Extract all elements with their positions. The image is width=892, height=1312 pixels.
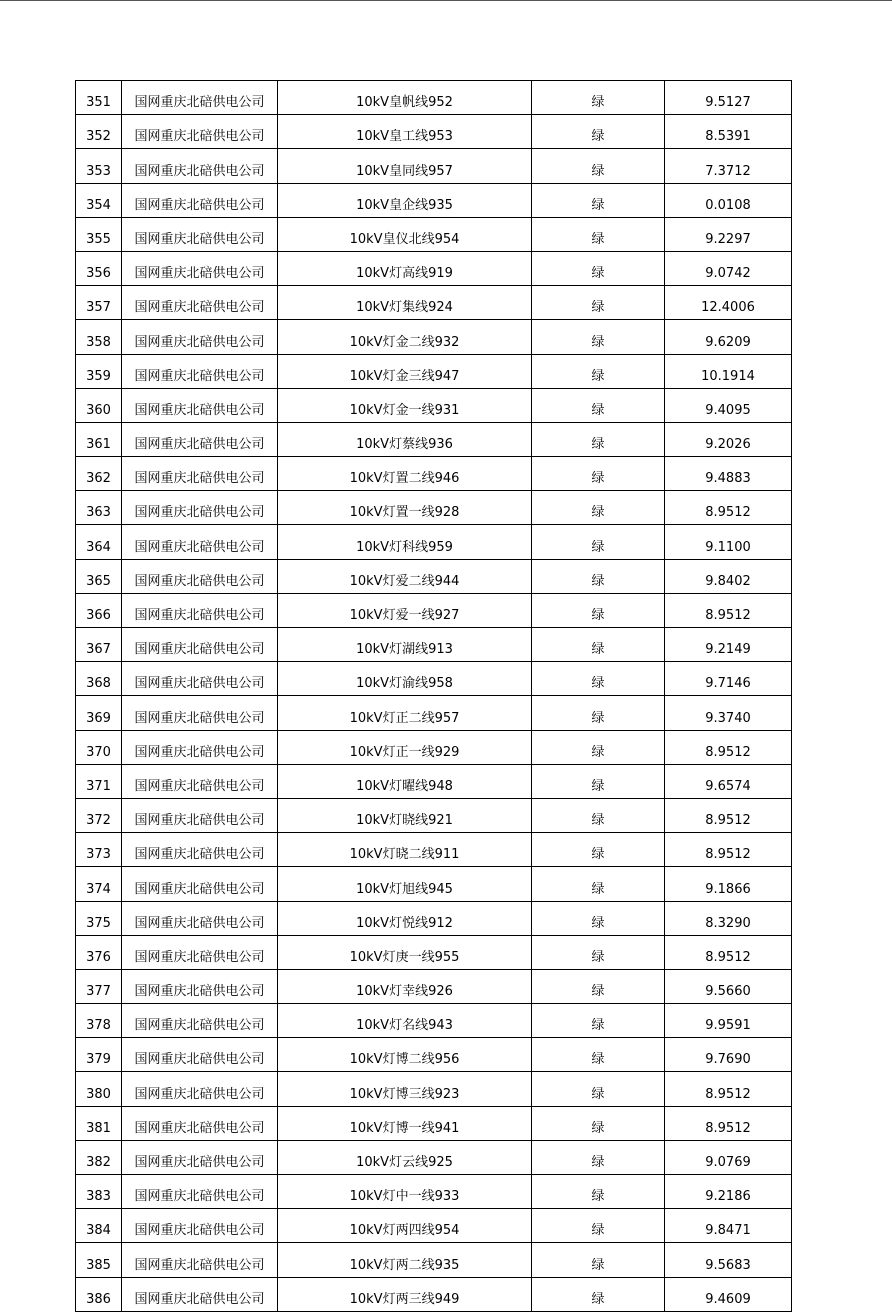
line-name-cell: 10kV灯湖线913 bbox=[278, 628, 532, 662]
value-cell: 9.2026 bbox=[665, 422, 792, 456]
company-cell: 国网重庆北碚供电公司 bbox=[122, 491, 278, 525]
page-top-rule bbox=[0, 0, 892, 1]
status-color-cell: 绿 bbox=[532, 115, 665, 149]
row-index-cell: 371 bbox=[76, 764, 122, 798]
table-row bbox=[76, 764, 792, 798]
company-cell: 国网重庆北碚供电公司 bbox=[122, 354, 278, 388]
line-name-cell: 10kV灯科线959 bbox=[278, 525, 532, 559]
status-color-cell: 绿 bbox=[532, 354, 665, 388]
value-cell: 10.1914 bbox=[665, 354, 792, 388]
value-cell: 9.4095 bbox=[665, 388, 792, 422]
row-index-cell: 386 bbox=[76, 1277, 122, 1311]
table-row bbox=[76, 320, 792, 354]
value-cell: 8.9512 bbox=[665, 1106, 792, 1140]
row-index-cell: 374 bbox=[76, 867, 122, 901]
row-index-cell: 359 bbox=[76, 354, 122, 388]
value-cell: 8.9512 bbox=[665, 1072, 792, 1106]
row-index-cell: 357 bbox=[76, 286, 122, 320]
line-name-cell: 10kV灯博一线941 bbox=[278, 1106, 532, 1140]
table-row bbox=[76, 457, 792, 491]
company-cell: 国网重庆北碚供电公司 bbox=[122, 115, 278, 149]
table-row bbox=[76, 1038, 792, 1072]
row-index-cell: 381 bbox=[76, 1106, 122, 1140]
company-cell: 国网重庆北碚供电公司 bbox=[122, 1140, 278, 1174]
value-cell: 9.4609 bbox=[665, 1277, 792, 1311]
table-row bbox=[76, 183, 792, 217]
line-name-cell: 10kV灯晓线921 bbox=[278, 798, 532, 832]
value-cell: 9.8471 bbox=[665, 1209, 792, 1243]
row-index-cell: 378 bbox=[76, 1004, 122, 1038]
table-row bbox=[76, 1277, 792, 1311]
line-name-cell: 10kV皇工线953 bbox=[278, 115, 532, 149]
line-name-cell: 10kV灯置一线928 bbox=[278, 491, 532, 525]
company-cell: 国网重庆北碚供电公司 bbox=[122, 1277, 278, 1311]
table-row bbox=[76, 217, 792, 251]
status-color-cell: 绿 bbox=[532, 422, 665, 456]
table-row bbox=[76, 1072, 792, 1106]
row-index-cell: 376 bbox=[76, 935, 122, 969]
status-color-cell: 绿 bbox=[532, 457, 665, 491]
data-table bbox=[75, 80, 792, 1312]
table-row bbox=[76, 115, 792, 149]
row-index-cell: 351 bbox=[76, 81, 122, 115]
table-row bbox=[76, 422, 792, 456]
row-index-cell: 369 bbox=[76, 696, 122, 730]
value-cell: 9.2186 bbox=[665, 1175, 792, 1209]
table-row bbox=[76, 388, 792, 422]
status-color-cell: 绿 bbox=[532, 1072, 665, 1106]
status-color-cell: 绿 bbox=[532, 593, 665, 627]
value-cell: 8.9512 bbox=[665, 491, 792, 525]
company-cell: 国网重庆北碚供电公司 bbox=[122, 969, 278, 1003]
status-color-cell: 绿 bbox=[532, 798, 665, 832]
table-row bbox=[76, 354, 792, 388]
table-row bbox=[76, 593, 792, 627]
row-index-cell: 377 bbox=[76, 969, 122, 1003]
line-name-cell: 10kV灯渝线958 bbox=[278, 662, 532, 696]
company-cell: 国网重庆北碚供电公司 bbox=[122, 593, 278, 627]
status-color-cell: 绿 bbox=[532, 901, 665, 935]
line-name-cell: 10kV皇同线957 bbox=[278, 149, 532, 183]
line-name-cell: 10kV灯高线919 bbox=[278, 251, 532, 285]
status-color-cell: 绿 bbox=[532, 1209, 665, 1243]
status-color-cell: 绿 bbox=[532, 286, 665, 320]
line-name-cell: 10kV灯幸线926 bbox=[278, 969, 532, 1003]
row-index-cell: 366 bbox=[76, 593, 122, 627]
line-name-cell: 10kV灯爱二线944 bbox=[278, 559, 532, 593]
line-name-cell: 10kV灯名线943 bbox=[278, 1004, 532, 1038]
company-cell: 国网重庆北碚供电公司 bbox=[122, 457, 278, 491]
line-name-cell: 10kV灯两二线935 bbox=[278, 1243, 532, 1277]
table-row bbox=[76, 662, 792, 696]
row-index-cell: 368 bbox=[76, 662, 122, 696]
line-name-cell: 10kV灯旭线945 bbox=[278, 867, 532, 901]
line-name-cell: 10kV灯集线924 bbox=[278, 286, 532, 320]
table-row bbox=[76, 935, 792, 969]
company-cell: 国网重庆北碚供电公司 bbox=[122, 320, 278, 354]
value-cell: 9.6209 bbox=[665, 320, 792, 354]
status-color-cell: 绿 bbox=[532, 1175, 665, 1209]
value-cell: 9.2149 bbox=[665, 628, 792, 662]
company-cell: 国网重庆北碚供电公司 bbox=[122, 764, 278, 798]
status-color-cell: 绿 bbox=[532, 559, 665, 593]
status-color-cell: 绿 bbox=[532, 491, 665, 525]
value-cell: 8.9512 bbox=[665, 798, 792, 832]
value-cell: 9.7146 bbox=[665, 662, 792, 696]
status-color-cell: 绿 bbox=[532, 81, 665, 115]
row-index-cell: 373 bbox=[76, 833, 122, 867]
value-cell: 8.5391 bbox=[665, 115, 792, 149]
status-color-cell: 绿 bbox=[532, 628, 665, 662]
line-name-cell: 10kV皇企线935 bbox=[278, 183, 532, 217]
value-cell: 9.0769 bbox=[665, 1140, 792, 1174]
line-name-cell: 10kV皇帆线952 bbox=[278, 81, 532, 115]
row-index-cell: 379 bbox=[76, 1038, 122, 1072]
row-index-cell: 382 bbox=[76, 1140, 122, 1174]
company-cell: 国网重庆北碚供电公司 bbox=[122, 833, 278, 867]
value-cell: 9.7690 bbox=[665, 1038, 792, 1072]
line-name-cell: 10kV灯云线925 bbox=[278, 1140, 532, 1174]
status-color-cell: 绿 bbox=[532, 1140, 665, 1174]
company-cell: 国网重庆北碚供电公司 bbox=[122, 183, 278, 217]
status-color-cell: 绿 bbox=[532, 1106, 665, 1140]
status-color-cell: 绿 bbox=[532, 935, 665, 969]
row-index-cell: 370 bbox=[76, 730, 122, 764]
value-cell: 8.3290 bbox=[665, 901, 792, 935]
value-cell: 0.0108 bbox=[665, 183, 792, 217]
company-cell: 国网重庆北碚供电公司 bbox=[122, 388, 278, 422]
line-name-cell: 10kV灯庚一线955 bbox=[278, 935, 532, 969]
table-row bbox=[76, 286, 792, 320]
line-name-cell: 10kV灯正二线957 bbox=[278, 696, 532, 730]
row-index-cell: 362 bbox=[76, 457, 122, 491]
line-name-cell: 10kV灯金二线932 bbox=[278, 320, 532, 354]
value-cell: 9.2297 bbox=[665, 217, 792, 251]
company-cell: 国网重庆北碚供电公司 bbox=[122, 1004, 278, 1038]
company-cell: 国网重庆北碚供电公司 bbox=[122, 867, 278, 901]
value-cell: 8.9512 bbox=[665, 833, 792, 867]
row-index-cell: 367 bbox=[76, 628, 122, 662]
row-index-cell: 372 bbox=[76, 798, 122, 832]
table-row bbox=[76, 867, 792, 901]
table-row bbox=[76, 491, 792, 525]
table-row bbox=[76, 251, 792, 285]
company-cell: 国网重庆北碚供电公司 bbox=[122, 1072, 278, 1106]
line-name-cell: 10kV灯悦线912 bbox=[278, 901, 532, 935]
company-cell: 国网重庆北碚供电公司 bbox=[122, 286, 278, 320]
line-name-cell: 10kV灯爱一线927 bbox=[278, 593, 532, 627]
line-name-cell: 10kV灯博二线956 bbox=[278, 1038, 532, 1072]
value-cell: 8.9512 bbox=[665, 730, 792, 764]
value-cell: 9.1866 bbox=[665, 867, 792, 901]
company-cell: 国网重庆北碚供电公司 bbox=[122, 525, 278, 559]
line-name-cell: 10kV灯曜线948 bbox=[278, 764, 532, 798]
line-name-cell: 10kV灯两四线954 bbox=[278, 1209, 532, 1243]
status-color-cell: 绿 bbox=[532, 320, 665, 354]
company-cell: 国网重庆北碚供电公司 bbox=[122, 696, 278, 730]
company-cell: 国网重庆北碚供电公司 bbox=[122, 81, 278, 115]
company-cell: 国网重庆北碚供电公司 bbox=[122, 559, 278, 593]
company-cell: 国网重庆北碚供电公司 bbox=[122, 1243, 278, 1277]
status-color-cell: 绿 bbox=[532, 662, 665, 696]
table-row bbox=[76, 1140, 792, 1174]
company-cell: 国网重庆北碚供电公司 bbox=[122, 730, 278, 764]
company-cell: 国网重庆北碚供电公司 bbox=[122, 1209, 278, 1243]
row-index-cell: 385 bbox=[76, 1243, 122, 1277]
value-cell: 9.9591 bbox=[665, 1004, 792, 1038]
line-name-cell: 10kV灯金三线947 bbox=[278, 354, 532, 388]
status-color-cell: 绿 bbox=[532, 149, 665, 183]
line-name-cell: 10kV灯金一线931 bbox=[278, 388, 532, 422]
row-index-cell: 383 bbox=[76, 1175, 122, 1209]
table-body bbox=[76, 81, 792, 1312]
row-index-cell: 364 bbox=[76, 525, 122, 559]
table-row bbox=[76, 1209, 792, 1243]
row-index-cell: 360 bbox=[76, 388, 122, 422]
row-index-cell: 363 bbox=[76, 491, 122, 525]
status-color-cell: 绿 bbox=[532, 183, 665, 217]
status-color-cell: 绿 bbox=[532, 969, 665, 1003]
value-cell: 7.3712 bbox=[665, 149, 792, 183]
line-name-cell: 10kV灯置二线946 bbox=[278, 457, 532, 491]
value-cell: 9.3740 bbox=[665, 696, 792, 730]
value-cell: 9.1100 bbox=[665, 525, 792, 559]
row-index-cell: 355 bbox=[76, 217, 122, 251]
company-cell: 国网重庆北碚供电公司 bbox=[122, 1175, 278, 1209]
value-cell: 9.4883 bbox=[665, 457, 792, 491]
row-index-cell: 384 bbox=[76, 1209, 122, 1243]
table-row bbox=[76, 81, 792, 115]
value-cell: 8.9512 bbox=[665, 593, 792, 627]
table-row bbox=[76, 149, 792, 183]
status-color-cell: 绿 bbox=[532, 730, 665, 764]
table-row bbox=[76, 833, 792, 867]
company-cell: 国网重庆北碚供电公司 bbox=[122, 628, 278, 662]
status-color-cell: 绿 bbox=[532, 1038, 665, 1072]
row-index-cell: 356 bbox=[76, 251, 122, 285]
line-name-cell: 10kV灯蔡线936 bbox=[278, 422, 532, 456]
table-row bbox=[76, 525, 792, 559]
table-row bbox=[76, 559, 792, 593]
status-color-cell: 绿 bbox=[532, 833, 665, 867]
company-cell: 国网重庆北碚供电公司 bbox=[122, 662, 278, 696]
row-index-cell: 353 bbox=[76, 149, 122, 183]
line-name-cell: 10kV灯正一线929 bbox=[278, 730, 532, 764]
value-cell: 9.6574 bbox=[665, 764, 792, 798]
value-cell: 9.5683 bbox=[665, 1243, 792, 1277]
row-index-cell: 361 bbox=[76, 422, 122, 456]
table-row bbox=[76, 730, 792, 764]
status-color-cell: 绿 bbox=[532, 525, 665, 559]
status-color-cell: 绿 bbox=[532, 251, 665, 285]
value-cell: 9.5660 bbox=[665, 969, 792, 1003]
table-row bbox=[76, 1175, 792, 1209]
company-cell: 国网重庆北碚供电公司 bbox=[122, 251, 278, 285]
company-cell: 国网重庆北碚供电公司 bbox=[122, 798, 278, 832]
status-color-cell: 绿 bbox=[532, 867, 665, 901]
row-index-cell: 354 bbox=[76, 183, 122, 217]
company-cell: 国网重庆北碚供电公司 bbox=[122, 149, 278, 183]
table-row bbox=[76, 798, 792, 832]
value-cell: 9.0742 bbox=[665, 251, 792, 285]
status-color-cell: 绿 bbox=[532, 1004, 665, 1038]
row-index-cell: 375 bbox=[76, 901, 122, 935]
company-cell: 国网重庆北碚供电公司 bbox=[122, 935, 278, 969]
value-cell: 12.4006 bbox=[665, 286, 792, 320]
status-color-cell: 绿 bbox=[532, 217, 665, 251]
line-name-cell: 10kV灯中一线933 bbox=[278, 1175, 532, 1209]
company-cell: 国网重庆北碚供电公司 bbox=[122, 217, 278, 251]
value-cell: 9.5127 bbox=[665, 81, 792, 115]
company-cell: 国网重庆北碚供电公司 bbox=[122, 1106, 278, 1140]
row-index-cell: 352 bbox=[76, 115, 122, 149]
value-cell: 9.8402 bbox=[665, 559, 792, 593]
status-color-cell: 绿 bbox=[532, 696, 665, 730]
company-cell: 国网重庆北碚供电公司 bbox=[122, 1038, 278, 1072]
table-row bbox=[76, 901, 792, 935]
line-name-cell: 10kV灯博三线923 bbox=[278, 1072, 532, 1106]
line-name-cell: 10kV灯两三线949 bbox=[278, 1277, 532, 1311]
table-row bbox=[76, 1106, 792, 1140]
table-row bbox=[76, 1243, 792, 1277]
company-cell: 国网重庆北碚供电公司 bbox=[122, 901, 278, 935]
line-name-cell: 10kV灯晓二线911 bbox=[278, 833, 532, 867]
row-index-cell: 358 bbox=[76, 320, 122, 354]
status-color-cell: 绿 bbox=[532, 764, 665, 798]
row-index-cell: 365 bbox=[76, 559, 122, 593]
row-index-cell: 380 bbox=[76, 1072, 122, 1106]
status-color-cell: 绿 bbox=[532, 1277, 665, 1311]
table-row bbox=[76, 696, 792, 730]
table-row bbox=[76, 969, 792, 1003]
status-color-cell: 绿 bbox=[532, 388, 665, 422]
table-row bbox=[76, 1004, 792, 1038]
table-row bbox=[76, 628, 792, 662]
company-cell: 国网重庆北碚供电公司 bbox=[122, 422, 278, 456]
line-name-cell: 10kV皇仪北线954 bbox=[278, 217, 532, 251]
value-cell: 8.9512 bbox=[665, 935, 792, 969]
status-color-cell: 绿 bbox=[532, 1243, 665, 1277]
